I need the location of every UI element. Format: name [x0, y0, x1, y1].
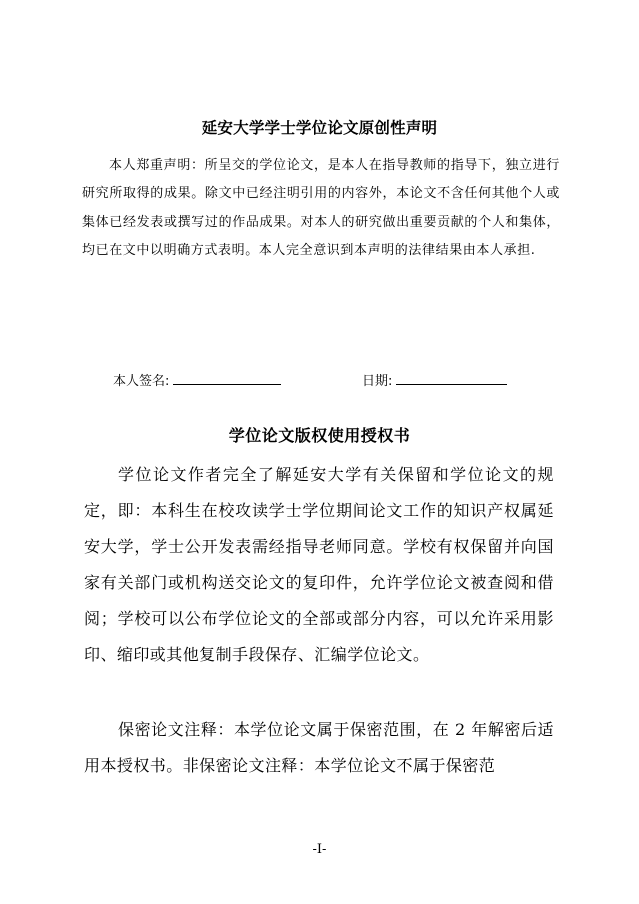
authorization-paragraph-2: 保密论文注释：本学位论文属于保密范围，在 2 年解密后适用本授权书。非保密论文注释：本学位论文不属于保密范	[84, 720, 554, 775]
originality-declaration-text: 本人郑重声明：所呈交的学位论文，是本人在指导教师的指导下，独立进行研究所取得的成果。除文中已经注明引用的内容外，本论文不含任何其他个人或集体已经发表或撰写过的作品成果。对本人的研究做出重要贡献的个人和集体，均已在文中以明确方式表明。本人完全意识到本声明的法律结果由本人承担.	[82, 158, 560, 258]
originality-declaration-title: 延安大学学士学位论文原创性声明	[201, 119, 438, 137]
copyright-authorization-title: 学位论文版权使用授权书	[228, 426, 411, 445]
date-blank	[396, 371, 507, 385]
signature-label: 本人签名:	[113, 374, 170, 389]
signature-blank	[173, 371, 281, 385]
date-line	[362, 370, 507, 389]
page-number: -I-	[312, 842, 327, 857]
date-label: 日期:	[362, 374, 393, 389]
signature-line	[113, 370, 281, 389]
authorization-paragraph-1: 学位论文作者完全了解延安大学有关保留和学位论文的规定，即：本科生在校攻读学士学位期间论文工作的知识产权属延安大学，学士公开发表需经指导老师同意。学校有权保留并向国家有关部门或机构送交论文的复印件，允许学位论文被查阅和借阅；学校可以公布学位论文的全部或部分内容，可以允许采用影印、缩印或其他复制手段保存、汇编学位论文。	[84, 465, 554, 664]
